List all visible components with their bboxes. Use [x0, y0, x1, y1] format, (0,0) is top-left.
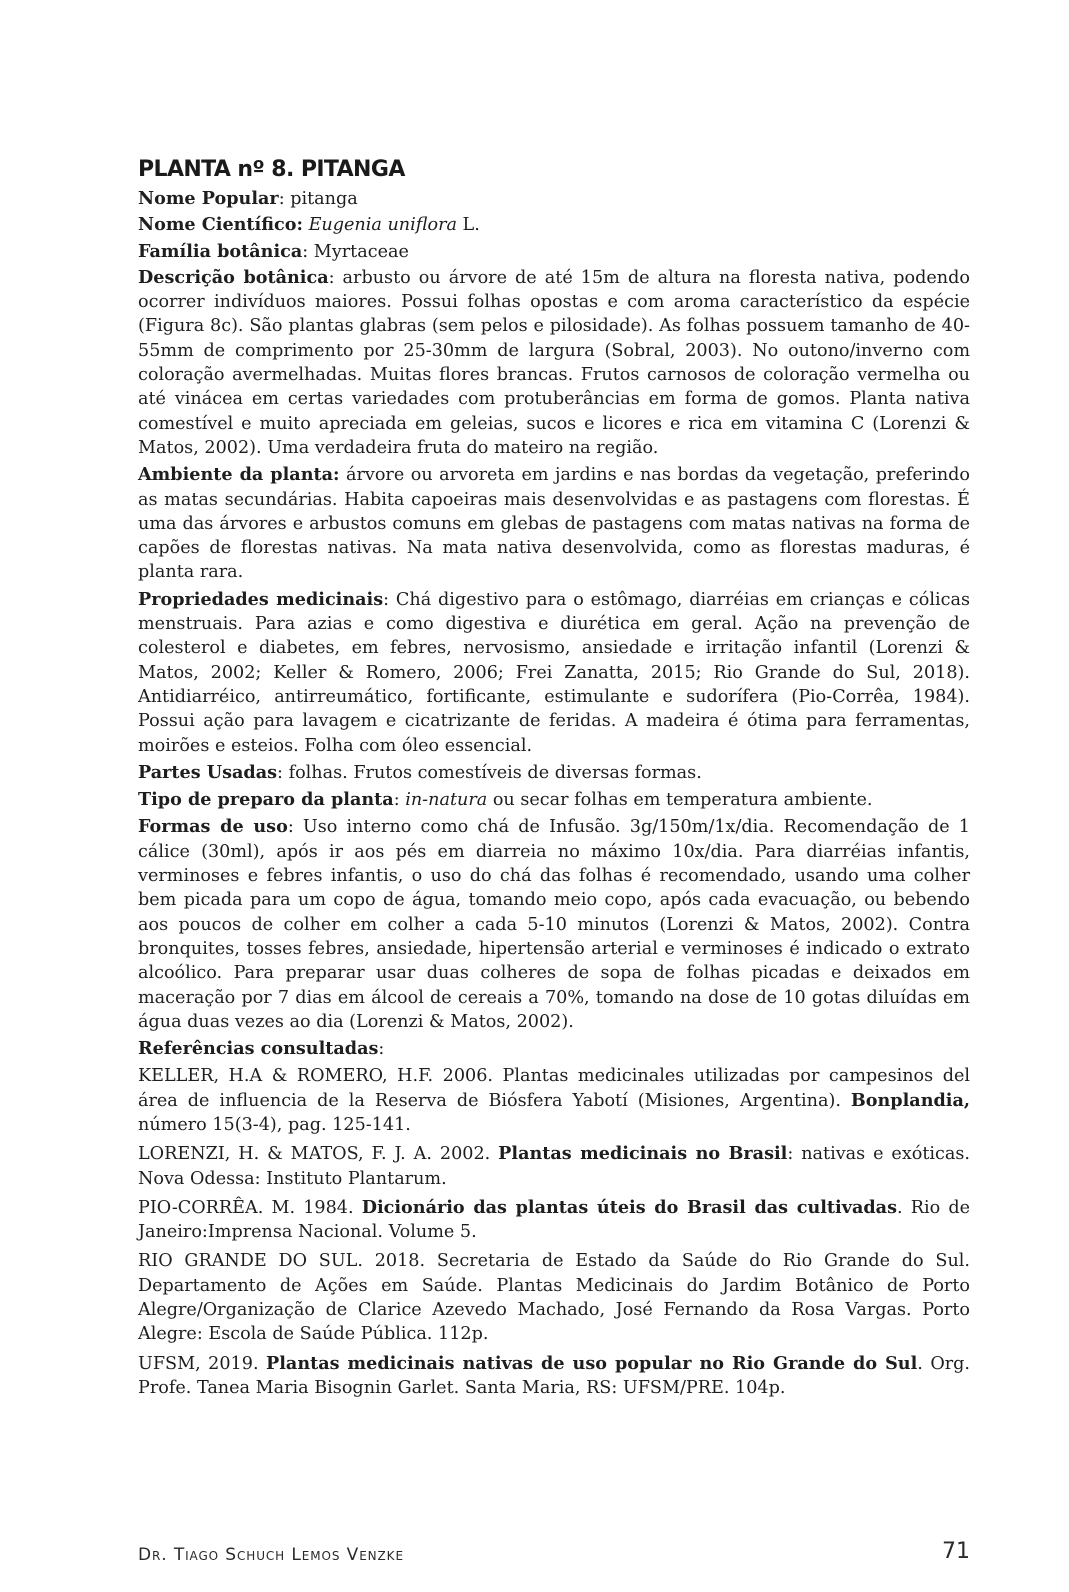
usage-forms-label: Formas de uso: [138, 816, 288, 838]
reference-text: KELLER, H.A & ROMERO, H.F. 2006. Plantas medicinales utilizadas por campesinos del área de influencia de la Reserva de Biósfera Yabotí (Misiones, Argentina).: [138, 1066, 970, 1111]
reference-item: [138, 1196, 970, 1245]
reference-text: RIO GRANDE DO SUL. 2018. Secretaria de Estado da Saúde do Rio Grande do Sul. Departamento de Ações em Saúde. Plantas Medicinais do Jardim Botânico de Porto Alegre/Organização de Clarice Azevedo Machado, José Fernando da Rosa Vargas. Porto Alegre: Escola de Saúde Pública. 112p.: [138, 1251, 970, 1345]
scientific-name-value: Eugenia uniflora: [308, 215, 457, 236]
plant-habitat: [138, 463, 970, 584]
reference-title: Bonplandia,: [850, 1089, 970, 1111]
plant-title: PLANTA nº 8. PITANGA: [138, 157, 405, 182]
references-heading-colon: :: [378, 1039, 385, 1060]
parts-used-text: : folhas. Frutos comestíveis de diversas formas.: [277, 762, 702, 783]
preparation-separator: :: [393, 790, 406, 811]
reference-text: PIO-CORRÊA. M. 1984.: [138, 1197, 362, 1218]
botanical-family-value: : Myrtaceae: [302, 241, 409, 262]
popular-name-value: : pitanga: [278, 189, 358, 209]
usage-forms-text: : Uso interno como chá de Infusão. 3g/150m/1x/dia. Recomendação de 1 cálice (30ml), após ir aos pés em diarreia no máximo 10x/dia. Para diarréias infantis, verminoses e febres infantis, o uso do chá das folhas é recomendado, usando uma colher bem picada para um copo de água, tomando meio copo, após cada evacuação, ou bebendo aos poucos de colher em colher a cada 5-10 minutos (Lorenzi & Matos, 2002). Contra bronquites, tosses febres, ansiedade, hipertensão arterial e verminoses é indicado o extrato alcoólico. Para preparar usar duas colheres de sopa de folhas picadas e deixados em maceração por 7 dias em álcool de cereais a 70%, tomando na dose de 10 gotas diluídas em água duas vezes ao dia (Lorenzi & Matos, 2002).: [138, 817, 970, 1032]
preparation: [138, 788, 970, 812]
reference-text: . Org. Profe. Tanea Maria Bisognin Garlet. Santa Maria, RS: UFSM/PRE. 104p.: [138, 1353, 971, 1398]
usage-forms: [138, 815, 970, 1034]
scientific-name-label: Nome Científico:: [138, 214, 303, 236]
reference-item: [138, 1249, 970, 1346]
medicinal-properties: [138, 588, 970, 758]
botanical-family-label: Família botânica: [138, 240, 303, 262]
references-heading-label: Referências consultadas: [138, 1038, 379, 1060]
parts-used: [138, 761, 970, 785]
plant-habitat-label: Ambiente da planta:: [138, 464, 340, 486]
medicinal-properties-label: Propriedades medicinais: [138, 588, 384, 610]
reference-title: Dicionário das plantas úteis do Brasil das cultivadas: [361, 1196, 897, 1218]
reference-text: LORENZI, H. & MATOS, F. J. A. 2002.: [138, 1144, 499, 1165]
plant-entry: [138, 155, 970, 1405]
parts-used-label: Partes Usadas: [138, 761, 278, 783]
page-number: 71: [942, 1539, 970, 1564]
medicinal-properties-text: : Chá digestivo para o estômago, diarréias em crianças e cólicas menstruais. Para azias e como digestiva e diurética em geral. Ação na prevenção de colesterol e diabetes, em febres, nervosismo, ansiedade e irritação infantil (Lorenzi & Matos, 2002; Keller & Romero, 2006; Frei Zanatta, 2015; Rio Grande do Sul, 2018). Antidiarréico, antirreumático, fortificante, estimulante e sudorífera (Pio-Corrêa, 1984). Possui ação para lavagem e cicatrizante de feridas. A madeira é ótima para ferramentas, moirões e esteios. Folha com óleo essencial.: [138, 589, 970, 756]
preparation-italic: in-natura: [405, 790, 488, 811]
footer-author: Dr. Tiago Schuch Lemos Venzke: [138, 1545, 404, 1565]
botanical-description-text: : arbusto ou árvore de até 15m de altura na floresta nativa, podendo ocorrer indivíduos maiores. Possui folhas opostas e com aroma característico da espécie (Figura 8c). São plantas glabras (sem pelos e pilosidade). As folhas possuem tamanho de 40-55mm de comprimento por 25-30mm de largura (Sobral, 2003). No outono/inverno com coloração avermelhadas. Muitas flores brancas. Frutos carnosos de coloração vermelha ou até vinácea em certas variedades com protuberâncias em forma de gomos. Planta nativa comestível e muito apreciada em geleias, sucos e licores e rica em vitamina C (Lorenzi & Matos, 2002). Uma verdadeira fruta do mateiro na região.: [138, 267, 970, 458]
botanical-description-label: Descrição botânica: [138, 266, 329, 288]
reference-text: UFSM, 2019.: [138, 1353, 267, 1374]
reference-title: Plantas medicinais no Brasil: [498, 1143, 788, 1165]
reference-title: Plantas medicinais nativas de uso popular no Rio Grande do Sul: [266, 1352, 918, 1374]
botanical-description: [138, 266, 970, 460]
plant-habitat-text: árvore ou arvoreta em jardins e nas bordas da vegetação, preferindo as matas secundárias. Habita capoeiras mais desenvolvidas e as pastagens com florestas. É uma das árvores e arbustos comuns em glebas de pastagens com matas nativas na forma de capões de florestas nativas. Na mata nativa desenvolvida, como as florestas maduras, é planta rara.: [138, 465, 971, 583]
reference-text: : nativas e exóticas. Nova Odessa: Instituto Plantarum.: [138, 1144, 970, 1189]
preparation-text: ou secar folhas em temperatura ambiente.: [487, 790, 873, 811]
reference-item: [138, 1064, 970, 1137]
reference-text: número 15(3-4), pag. 125-141.: [138, 1114, 411, 1135]
reference-item: [138, 1142, 970, 1191]
scientific-name: [138, 213, 970, 237]
botanical-family: [138, 240, 970, 264]
reference-item: [138, 1352, 970, 1401]
popular-name: [138, 187, 970, 211]
popular-name-label: Nome Popular: [138, 188, 279, 209]
preparation-label: Tipo de preparo da planta: [138, 789, 394, 811]
references-heading: [138, 1037, 970, 1061]
scientific-name-author: L.: [456, 215, 480, 236]
reference-text: . Rio de Janeiro:Imprensa Nacional. Volume 5.: [138, 1197, 970, 1243]
